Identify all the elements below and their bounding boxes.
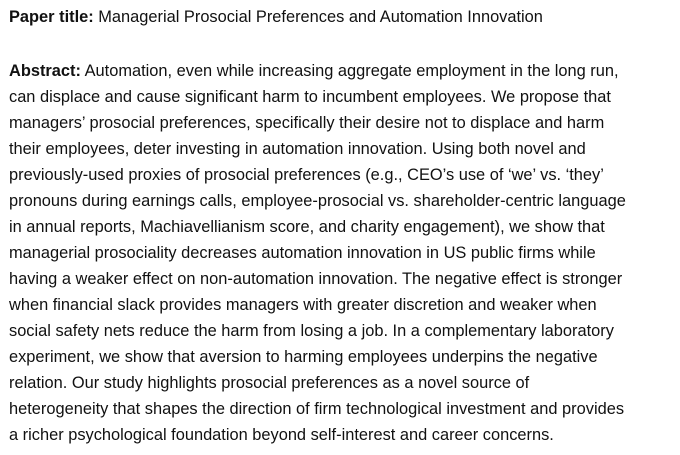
abstract-label: Abstract: (9, 62, 81, 80)
abstract-line: social safety nets reduce the harm from losing a job. In a complementary laboratory (9, 322, 614, 340)
abstract-line: having a weaker effect on non-automation innovation. The negative effect is stronger (9, 270, 623, 288)
abstract-line: managers’ prosocial preferences, specifically their desire not to displace and harm (9, 114, 605, 132)
abstract-line: pronouns during earnings calls, employee-prosocial vs. shareholder-centric language (9, 192, 626, 210)
abstract-text: Automation, even while increasing aggregate employment in the long run, (84, 62, 619, 80)
paper-title: Managerial Prosocial Preferences and Automation Innovation (98, 8, 543, 26)
abstract-line: relation. Our study highlights prosocial preferences as a novel source of (9, 374, 530, 392)
abstract-paragraph (9, 58, 672, 448)
abstract-line: when financial slack provides managers with greater discretion and weaker when (9, 296, 597, 314)
abstract-line: their employees, deter investing in automation innovation. Using both novel and (9, 140, 586, 158)
abstract-line: managerial prosociality decreases automation innovation in US public firms while (9, 244, 596, 262)
abstract-line: a richer psychological foundation beyond self-interest and career concerns. (9, 426, 554, 444)
abstract-line: previously-used proxies of prosocial preferences (e.g., CEO’s use of ‘we’ vs. ‘they’ (9, 166, 604, 184)
abstract-line: experiment, we show that aversion to harming employees underpins the negative (9, 348, 598, 366)
paper-title-line (9, 5, 672, 29)
abstract-line: in annual reports, Machiavellianism score, and charity engagement), we show that (9, 218, 605, 236)
abstract-line: heterogeneity that shapes the direction of firm technological investment and provides (9, 400, 625, 418)
abstract-line (9, 58, 672, 84)
paper-title-label: Paper title: (9, 8, 94, 26)
abstract-line: can displace and cause significant harm to incumbent employees. We propose that (9, 88, 611, 106)
